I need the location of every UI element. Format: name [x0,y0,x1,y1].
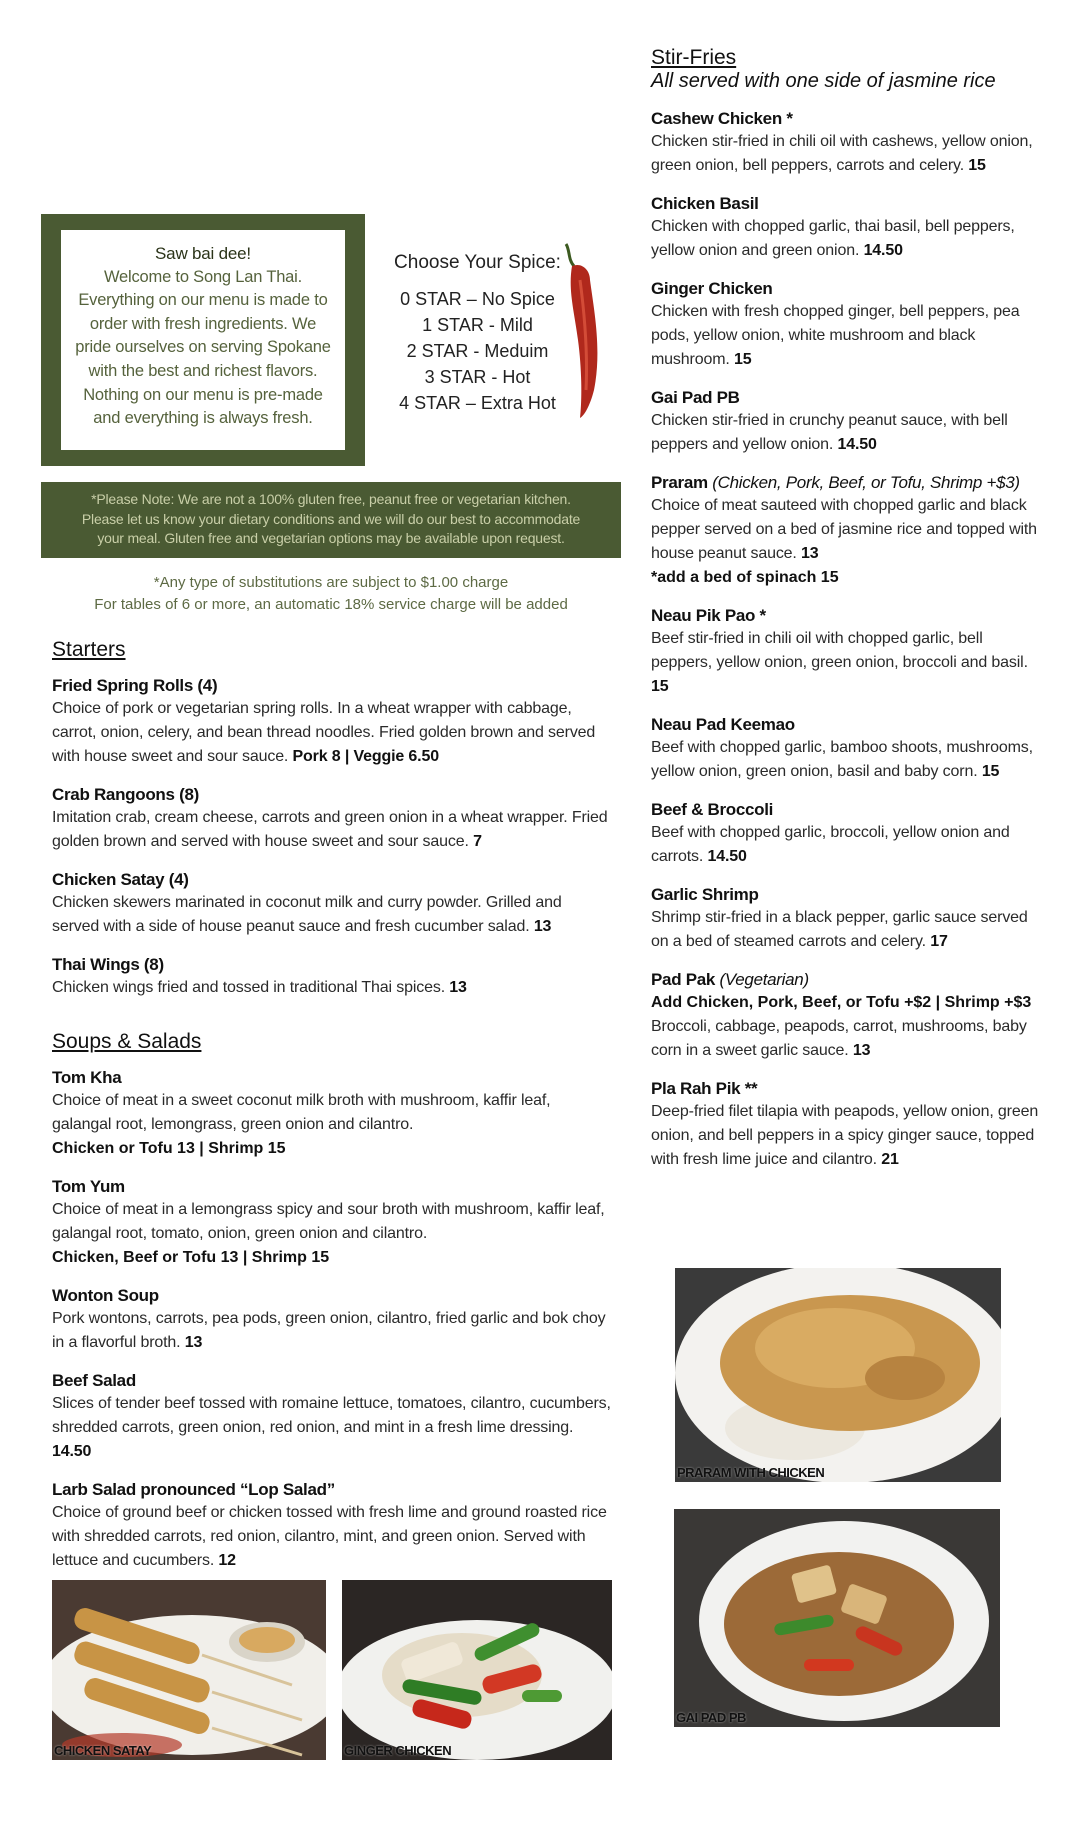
photo-caption: GINGER CHICKEN [344,1743,452,1758]
item-name-text: Ginger Chicken [651,279,773,298]
item-name-text: Beef Salad [52,1371,136,1390]
welcome-line: Nothing on our menu is pre-made [83,385,323,404]
item-name-text: Tom Kha [52,1068,122,1087]
menu-item [52,1066,612,1161]
item-price: 7 [473,833,482,850]
spice-level: 0 STAR – No Spice [400,289,555,309]
welcome-text [61,230,345,450]
menu-item-name [52,953,612,976]
welcome-line: with the best and richest flavors. [88,361,318,380]
menu-item-description [651,906,1041,954]
photo-caption: CHICKEN SATAY [54,1743,152,1758]
menu-item-name [52,783,612,806]
item-price-options: Chicken, Beef or Tofu 13 | Shrimp 15 [52,1249,330,1266]
item-name-text: Chicken Satay (4) [52,870,189,889]
item-desc-text: Choice of meat in a sweet coconut milk broth with mushroom, kaffir leaf, galangal root, lemongrass, green onion and cilantro. [52,1092,551,1133]
menu-item-description [52,1198,612,1246]
starters-list [52,674,612,1000]
menu-item-name [52,674,612,697]
praram-image [675,1268,1001,1482]
spice-level: 4 STAR – Extra Hot [399,393,556,413]
item-desc-text: Shrimp stir-fried in a black pepper, garlic sauce served on a bed of steamed carrots and celery. [651,909,1028,950]
menu-item-name [52,1175,612,1198]
menu-item [52,1478,612,1573]
welcome-line: pride ourselves on serving Spokane [75,338,331,357]
section-title: Soups & Salads [52,1030,202,1053]
spice-chart [390,252,565,416]
item-name-text: Fried Spring Rolls (4) [52,676,218,695]
item-desc-text: Deep-fried filet tilapia with peapods, yellow onion, green onion, and bell peppers in a spicy ginger sauce, topped with fresh lime juice and cilantro. [651,1103,1039,1168]
item-price: 15 [733,351,752,368]
item-desc-text: Choice of pork or vegetarian spring rolls. In a wheat wrapper with cabbage, carrot, onion, celery, and bean thread noodles. Fried golden brown and served with house sweet and sour sauce. [52,700,596,765]
charges-line: For tables of 6 or more, an automatic 18% service charge will be added [94,595,568,613]
welcome-line: and everything is always fresh. [93,409,313,428]
item-name-text: Gai Pad PB [651,388,740,407]
item-name-text: Neau Pik Pao * [651,606,766,625]
menu-item [52,674,612,769]
photo-caption: PRARAM WITH CHICKEN [677,1465,825,1480]
menu-item-name [651,192,1041,215]
gai-pad-pb-image [674,1509,1000,1727]
menu-item [651,713,1041,784]
menu-item [52,1175,612,1270]
menu-item-name [651,604,1041,627]
item-price: 14.50 [863,242,903,259]
menu-item [651,604,1041,699]
welcome-line: order with fresh ingredients. We [89,314,317,333]
note-line: *Please Note: We are not a 100% gluten free, peanut free or vegetarian kitchen. [91,491,571,507]
spice-level: 1 STAR - Mild [422,315,533,335]
menu-item [651,192,1041,263]
photo-chicken-satay [52,1580,326,1760]
menu-item [651,883,1041,954]
item-price: 14.50 [52,1443,92,1460]
item-name-text: Wonton Soup [52,1286,159,1305]
menu-item [651,277,1041,372]
item-addons: Add Chicken, Pork, Beef, or Tofu +$2 | Shrimp +$3 [651,994,1032,1011]
menu-item [651,471,1041,590]
menu-item [651,798,1041,869]
menu-item-name [651,471,1041,494]
stirfries-list [651,107,1041,1172]
menu-item-description [52,1501,612,1573]
menu-item [651,1077,1041,1172]
menu-item-description [651,736,1041,784]
welcome-box [41,214,365,466]
item-desc-text: Chicken with chopped garlic, thai basil, bell peppers, yellow onion and green onion. [651,218,1015,259]
menu-item [651,386,1041,457]
dietary-note [41,482,621,558]
menu-item-name [651,107,1041,130]
item-desc-text: Choice of meat sauteed with chopped garlic and black pepper served on a bed of jasmine rice and topped with house peanut sauce. [651,497,1037,562]
item-price: 13 [449,979,467,996]
item-option: (Vegetarian) [719,970,809,989]
item-price: 13 [533,918,552,935]
item-name-text: Pla Rah Pik ** [651,1079,758,1098]
item-name-text: Chicken Basil [651,194,759,213]
section-subtitle: All served with one side of jasmine rice [651,70,996,92]
starters-section [52,638,612,1014]
item-desc-text: Chicken with fresh chopped ginger, bell peppers, pea pods, yellow onion, white mushroom and black mushroom. [651,303,1020,368]
item-name-text: Garlic Shrimp [651,885,759,904]
menu-item-name [52,1284,612,1307]
item-name-text: Neau Pad Keemao [651,715,795,734]
item-desc-text: Chicken wings fried and tossed in traditional Thai spices. [52,979,445,996]
item-desc-text: Chicken skewers marinated in coconut milk and curry powder. Grilled and served with a side of house peanut sauce and fresh cucumber salad. [52,894,562,935]
menu-item [52,1369,612,1464]
menu-item-description [651,409,1041,457]
menu-item-description [651,215,1041,263]
section-title: Starters [52,638,126,661]
item-name-text: Tom Yum [52,1177,125,1196]
item-desc-text: Slices of tender beef tossed with romaine lettuce, tomatoes, cilantro, cucumbers, shredded carrots, green onion, red onion, and mint in a fresh lime dressing. [52,1395,611,1436]
item-price: 13 [184,1334,203,1351]
menu-item-description [52,1392,612,1464]
menu-item [651,107,1041,178]
item-desc-text: Choice of meat in a lemongrass spicy and sour broth with mushroom, kaffir leaf, galangal root, tomato, onion, green onion and cilantro. [52,1201,605,1242]
menu-item [52,783,612,854]
menu-item-name [52,868,612,891]
item-desc-text: Beef with chopped garlic, bamboo shoots, mushrooms, yellow onion, green onion, basil and baby corn. [651,739,1033,780]
menu-item-description [52,1307,612,1355]
photo-gai-pad-pb [674,1509,1000,1727]
menu-item [52,868,612,939]
item-price: 13 [801,545,819,562]
soups-section [52,1030,612,1587]
item-price: 15 [968,157,986,174]
item-price: 12 [218,1552,236,1569]
menu-item-description [52,976,612,1000]
menu-item-description [52,697,612,769]
welcome-line: Everything on our menu is made to [78,291,328,310]
item-desc-text: Chicken stir-fried in crunchy peanut sauce, with bell peppers and yellow onion. [651,412,1008,453]
menu-item-description [52,891,612,939]
item-option: (Chicken, Pork, Beef, or Tofu, Shrimp +$3) [712,473,1020,492]
menu-item-description [651,627,1041,699]
item-price: 14.50 [707,848,747,865]
spice-level: 2 STAR - Meduim [406,341,549,361]
stirfries-section [651,46,1041,1186]
menu-item-name [651,883,1041,906]
menu-item-description [651,1015,1041,1063]
ginger-chicken-image [342,1580,612,1760]
soups-list [52,1066,612,1573]
item-price: 17 [930,933,948,950]
welcome-line: Welcome to Song Lan Thai. [103,267,302,286]
menu-item-name [651,386,1041,409]
item-price: 15 [981,763,1000,780]
item-name-text: Praram [651,473,708,492]
item-desc-text: Beef stir-fried in chili oil with chopped garlic, bell peppers, yellow onion, green onion, broccoli and basil. [651,630,1028,671]
charges-note [41,572,621,615]
photo-caption: GAI PAD PB [676,1710,746,1725]
menu-item-name [651,1077,1041,1100]
item-name-text: Cashew Chicken * [651,109,793,128]
menu-item-description [52,806,612,854]
item-desc-text: Imitation crab, cream cheese, carrots and green onion in a wheat wrapper. Fried golden brown and served with house sweet and sour sauce. [52,809,608,850]
chili-pepper-icon [560,240,606,420]
menu-item-name [651,798,1041,821]
menu-item [651,968,1041,1063]
photo-ginger-chicken [342,1580,612,1760]
section-title: Stir-Fries [651,46,737,69]
menu-item [52,1284,612,1355]
item-name-text: Crab Rangoons (8) [52,785,199,804]
item-price-options: *add a bed of spinach 15 [651,569,839,586]
item-price: 21 [881,1151,899,1168]
menu-item-name [651,713,1041,736]
menu-item-description [52,1089,612,1137]
item-name-text: Beef & Broccoli [651,800,774,819]
item-desc-text: Chicken stir-fried in chili oil with cashews, yellow onion, green onion, bell peppers, carrots and celery. [651,133,1033,174]
menu-item-name [52,1066,612,1089]
item-desc-text: Broccoli, cabbage, peapods, carrot, mushrooms, baby corn in a sweet garlic sauce. [651,1018,1027,1059]
menu-item-name [52,1478,612,1501]
note-line: Please let us know your dietary conditions and we will do our best to accommodate [81,510,581,527]
item-desc-text: Choice of ground beef or chicken tossed with fresh lime and ground roasted rice with shredded carrots, red onion, cilantro, mint, and green onion. Served with lettuce and cucumbers. [52,1504,607,1569]
menu-item-name [52,1369,612,1392]
item-name-text: Larb Salad pronounced “Lop Salad” [52,1480,335,1499]
welcome-greeting: Saw bai dee! [155,244,251,263]
item-name-text: Thai Wings (8) [52,955,164,974]
item-desc-text: Pork wontons, carrots, pea pods, green onion, cilantro, fried garlic and bok choy in a flavorful broth. [52,1310,606,1351]
spice-level: 3 STAR - Hot [424,367,531,387]
menu-item-description [651,130,1041,178]
item-price: Pork 8 | Veggie 6.50 [292,748,439,765]
item-desc-text: Beef with chopped garlic, broccoli, yellow onion and carrots. [651,824,1010,865]
photo-praram [675,1268,1001,1482]
menu-item-description [651,494,1041,566]
menu-item [52,953,612,1000]
note-line: your meal. Gluten free and vegetarian options may be available upon request. [97,530,565,546]
chicken-satay-image [52,1580,326,1760]
item-price-options: Chicken or Tofu 13 | Shrimp 15 [52,1140,286,1157]
charges-line: *Any type of substitutions are subject to $1.00 charge [153,574,509,591]
item-price: 14.50 [837,436,877,453]
menu-item-description [651,821,1041,869]
spice-title: Choose Your Spice: [394,252,561,273]
menu-item-description [651,300,1041,372]
item-price: 13 [852,1042,871,1059]
item-name-text: Pad Pak [651,970,716,989]
menu-item-name [651,277,1041,300]
menu-item-description [651,1100,1041,1172]
menu-item-name [651,968,1041,991]
item-price: 15 [651,678,669,695]
